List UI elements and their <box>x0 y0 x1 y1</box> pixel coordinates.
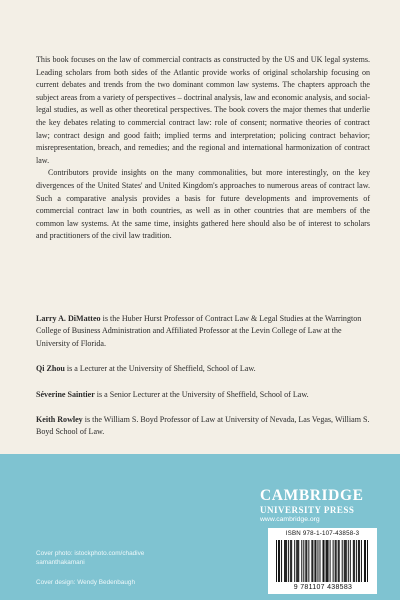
barcode-bar <box>367 540 368 582</box>
barcode-bar <box>315 540 316 582</box>
description-paragraph-1: This book focuses on the law of commercial contracts as constructed by the US and UK legal systems. Leading scholars from both sides of the Atlantic provide works of original scholarship focusing on current debates and trends from the two dominant common law systems. The chapters approach the subject areas from a variety of perspectives – doctrinal analysis, law and economic analysis, and social-legal studies, as well as other theoretical perspectives. The book covers the major themes that underlie the key debates relating to commercial contract law: role of consent; normative theories of contract law; contract design and good faith; implied terms and interpretation; policing contract behavior; misrepresentation, breach, and remedies; and the regional and international harmonization of contract law. <box>36 55 370 165</box>
publisher-subtitle: UNIVERSITY PRESS <box>260 505 355 515</box>
barcode-bar <box>303 540 304 582</box>
barcode-bar <box>308 540 309 582</box>
barcode-bar <box>291 540 292 582</box>
author-bio <box>36 389 370 401</box>
barcode-bar <box>294 540 295 582</box>
barcode-bar <box>358 540 359 582</box>
barcode-bar <box>314 540 315 582</box>
barcode-bar <box>306 540 307 582</box>
barcode-bar <box>290 540 291 582</box>
author-bio-text: is the Huber Hurst Professor of Contract Law & Legal Studies at the Warrington College of Business Administration and Affiliated Professor at the Levin College of Law at the University of Florida. <box>36 314 362 348</box>
author-bio-text: is the William S. Boyd Professor of Law at University of Nevada, Las Vegas, William S. Boyd School of Law. <box>36 415 370 437</box>
barcode-bar <box>353 540 354 582</box>
barcode-bar <box>319 540 320 582</box>
barcode-bar <box>326 540 327 582</box>
barcode-bar <box>301 540 302 582</box>
barcode-bar <box>342 540 343 582</box>
barcode-bar <box>288 540 289 582</box>
author-bio <box>36 313 370 350</box>
barcode-bar <box>365 540 366 582</box>
barcode-bar <box>335 540 336 582</box>
barcode-bar <box>336 540 337 582</box>
publisher-url: www.cambridge.org <box>260 516 320 523</box>
author-name: Qi Zhou <box>36 364 65 374</box>
barcode-bar <box>278 540 279 582</box>
barcode-bar <box>297 540 298 582</box>
barcode-bars <box>276 540 368 582</box>
author-name: Keith Rowley <box>36 415 83 425</box>
barcode-bar <box>364 540 365 582</box>
author-bio-text: is a Senior Lecturer at the University of Sheffield, School of Law. <box>94 389 309 399</box>
author-bio <box>36 414 370 439</box>
barcode-bar <box>339 540 340 582</box>
barcode-bar <box>350 540 351 582</box>
author-name: Larry A. DiMatteo <box>36 314 101 323</box>
publisher-name: CAMBRIDGE <box>260 487 364 504</box>
barcode-bar <box>324 540 325 582</box>
barcode-bar <box>296 540 297 582</box>
publisher-logo <box>260 488 372 524</box>
barcode-bar <box>328 540 329 582</box>
book-description <box>36 54 370 243</box>
barcode-bar <box>284 540 285 582</box>
barcode-panel <box>268 528 377 594</box>
barcode-bar <box>333 540 334 582</box>
barcode-bar <box>276 540 277 582</box>
cover-photo-credit: Cover photo: istockphoto.com/chadive samanthakamani <box>36 550 145 566</box>
barcode-bar <box>298 540 299 582</box>
barcode-bar <box>330 540 331 582</box>
barcode-bar <box>361 540 362 582</box>
barcode-bar <box>338 540 339 582</box>
barcode-bar <box>305 540 306 582</box>
barcode-bar <box>348 540 349 582</box>
author-name: Séverine Saintier <box>36 389 95 399</box>
barcode-bar <box>317 540 318 582</box>
barcode-bar <box>312 540 313 582</box>
barcode-bar <box>286 540 287 582</box>
isbn-label: ISBN 978-1-107-43858-3 <box>285 530 360 537</box>
barcode-bar <box>344 540 345 582</box>
barcode-bar <box>311 540 312 582</box>
barcode-bar <box>359 540 360 582</box>
author-bios <box>36 313 370 452</box>
barcode-bar <box>345 540 346 582</box>
barcode-bar <box>354 540 355 582</box>
barcode-bar <box>323 540 324 582</box>
barcode-bar <box>281 540 282 582</box>
barcode-bar <box>346 540 347 582</box>
barcode-number: 9 781107 438583 <box>293 584 353 591</box>
barcode-bar <box>356 540 357 582</box>
barcode-bar <box>327 540 328 582</box>
author-bio <box>36 363 370 375</box>
author-bio-text: is a Lecturer at the University of Sheffield, School of Law. <box>64 364 256 374</box>
cover-design-credit: Cover design: Wendy Bedenbaugh <box>36 579 136 586</box>
barcode-bar <box>285 540 286 582</box>
description-paragraph-2: Contributors provide insights on the many commonalities, but more interestingly, on the key divergences of the United States' and United Kingdom's approaches to numerous areas of contract law. Such a comparative analysis provides a basis for future developments and improvements of commercial contract law in both countries, as well as in other countries that are members of the common law systems. At the same time, insights gathered here should also be of interest to scholars and practitioners of the civil law tradition. <box>36 168 370 241</box>
barcode-bar <box>279 540 280 582</box>
